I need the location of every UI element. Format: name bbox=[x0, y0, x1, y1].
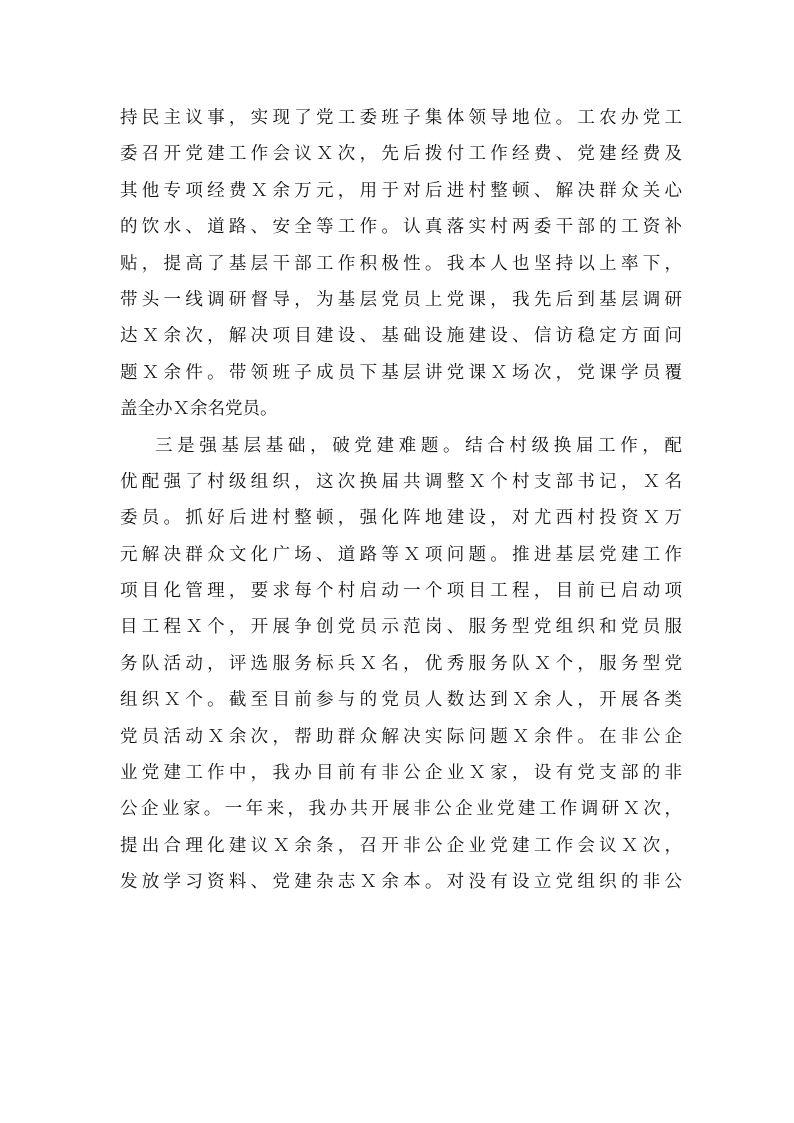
text-line: 带头一线调研督导，为基层党员上党课，我先后到基层调研 bbox=[120, 289, 682, 310]
text-line: 元解决群众文化广场、道路等Ｘ项问题。推进基层党建工作 bbox=[120, 544, 682, 565]
text-line: 盖全办Ｘ余名党员。 bbox=[120, 399, 278, 420]
text-line-first: 三是强基层基础，破党建难题。结合村级换届工作，配 bbox=[155, 435, 682, 456]
text-line: 其他专项经费Ｘ余万元，用于对后进村整顿、解决群众关心 bbox=[120, 180, 682, 201]
text-line: 项目化管理，要求每个村启动一个项目工程，目前已启动项 bbox=[120, 581, 682, 602]
text-line: 委召开党建工作会议Ｘ次，先后拨付工作经费、党建经费及 bbox=[120, 144, 682, 165]
text-line: 贴，提高了基层干部工作积极性。我本人也坚持以上率下， bbox=[120, 253, 682, 274]
text-line: 持民主议事，实现了党工委班子集体领导地位。工农办党工 bbox=[120, 108, 682, 128]
paragraph-2 bbox=[120, 428, 682, 901]
text-line: 委员。抓好后进村整顿，强化阵地建设，对尤西村投资Ｘ万 bbox=[120, 508, 682, 529]
text-line: 的饮水、道路、安全等工作。认真落实村两委干部的工资补 bbox=[120, 217, 682, 238]
text-line: 题Ｘ余件。带领班子成员下基层讲党课Ｘ场次，党课学员覆 bbox=[120, 362, 682, 383]
text-line: 优配强了村级组织，这次换届共调整Ｘ个村支部书记，Ｘ名 bbox=[120, 471, 682, 492]
text-line: 业党建工作中，我办目前有非公企业Ｘ家，设有党支部的非 bbox=[120, 763, 682, 784]
paragraph-1 bbox=[120, 100, 682, 428]
text-line: 党员活动Ｘ余次，帮助群众解决实际问题Ｘ余件。在非公企 bbox=[120, 726, 682, 747]
text-line: 目工程Ｘ个，开展争创党员示范岗、服务型党组织和党员服 bbox=[120, 617, 682, 638]
text-line: 发放学习资料、党建杂志Ｘ余本。对没有设立党组织的非公 bbox=[120, 872, 682, 893]
text-line: 务队活动，评选服务标兵Ｘ名，优秀服务队Ｘ个，服务型党 bbox=[120, 653, 682, 674]
text-line: 提出合理化建议Ｘ余条，召开非公企业党建工作会议Ｘ次， bbox=[120, 835, 682, 856]
text-line: 达Ｘ余次，解决项目建设、基础设施建设、信访稳定方面问 bbox=[120, 326, 682, 347]
text-line: 组织Ｘ个。截至目前参与的党员人数达到Ｘ余人，开展各类 bbox=[120, 690, 682, 711]
document-body bbox=[120, 100, 682, 901]
text-line: 公企业家。一年来，我办共开展非公企业党建工作调研Ｘ次， bbox=[120, 799, 682, 820]
